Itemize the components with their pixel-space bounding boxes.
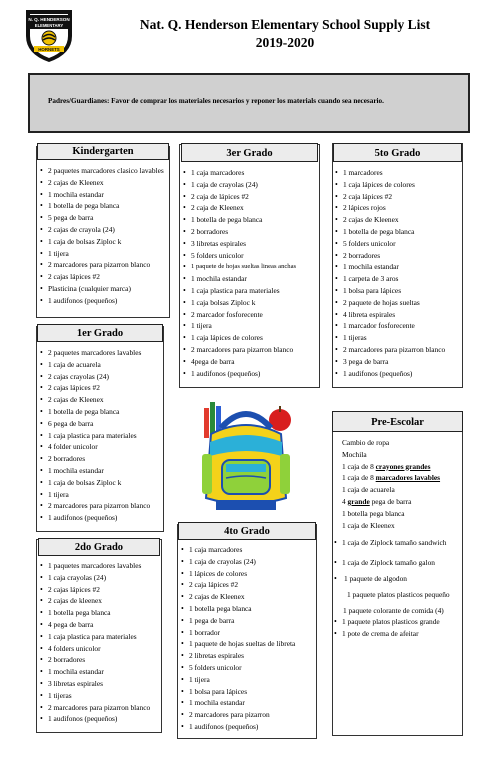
crayones-grandes: crayones grandes: [375, 461, 431, 471]
list-item: • 1 caja de bolsas Ziploc k: [39, 236, 164, 248]
list-item: 1 botella pega blanca: [342, 508, 405, 518]
list-item: • 2 borradores: [39, 453, 150, 465]
list-item: • 3 pega de barra: [334, 356, 445, 368]
list-item: • 1 caja lápices de colores: [334, 179, 445, 191]
list-item: • 1 mochila estandar: [39, 465, 150, 477]
list-item: • 1 mochila estandar: [39, 189, 164, 201]
list-item: • 1 botella pega blanca: [39, 607, 150, 619]
grade4-title: 4to Grado: [178, 522, 316, 540]
list-item: • 1 bolsa para lápices: [334, 285, 445, 297]
item-prefix: 1 caja de 8: [342, 461, 376, 471]
grade1-items: [39, 347, 150, 524]
list-item: • 1 mochila estandar: [182, 273, 296, 285]
list-item: • 1 lápices de colores: [180, 568, 295, 580]
kindergarten-title: Kindergarten: [37, 143, 169, 160]
list-item: • 2 marcadores para pizarron: [180, 709, 295, 721]
notice-text: Padres/Guardianes: Favor de comprar los materiales necesarios y reponer los materials cuando sea necesario.: [48, 97, 384, 105]
grande-label: grande: [347, 496, 370, 506]
list-item: • 2 marcador fosforecente: [182, 309, 296, 321]
list-item: • 4pega de barra: [182, 356, 296, 368]
list-item: • 1 marcadores: [334, 167, 445, 179]
list-item: • 1 tijera: [39, 248, 164, 260]
grade5-items: [334, 167, 445, 379]
list-item: • 2 cajas lápices #2: [39, 584, 150, 596]
list-item: • 2 borradores: [334, 250, 445, 262]
list-item: [333, 461, 450, 473]
list-item: • 1 caja crayolas (24): [39, 572, 150, 584]
list-item: • 5 folders unicolor: [180, 662, 295, 674]
list-item: • 2 cajas crayolas (24): [39, 371, 150, 383]
list-item: • 1 botella de pega blanca: [334, 226, 445, 238]
list-item: • 1 tijera: [39, 489, 150, 501]
list-item: • 1 caja de bolsas Ziploc k: [39, 477, 150, 489]
list-item: • 1 pega de barra: [180, 615, 295, 627]
list-item: • 2 marcadores para pizarron blanco: [39, 702, 150, 714]
logo-line-3: HORNETS: [38, 47, 60, 52]
preschool-items: [333, 437, 450, 640]
logo-line-2: ELEMENTARY: [34, 23, 64, 28]
list-item: • 2 cajas lápices #2: [39, 382, 150, 394]
list-item: • 1 tijera: [182, 320, 296, 332]
list-item: • 5 pega de barra: [39, 212, 164, 224]
list-item: • 1 botella de pega blanca: [39, 200, 164, 212]
list-item: • 1 caja de Ziplock tamaño galon: [333, 557, 450, 569]
title-line-1: Nat. Q. Henderson Elementary School Supply List: [139, 17, 431, 32]
list-item: • 1 pote de crema de afeitar: [333, 628, 450, 640]
list-item: • 1 caja de acuarela: [39, 359, 150, 371]
title-line-2: 2019-2020: [255, 35, 315, 50]
list-item: 1 caja de Kleenex: [342, 520, 395, 530]
list-item: • 1 tijeras: [39, 690, 150, 702]
list-item: Mochila: [342, 449, 367, 459]
list-item: • 1 botella pega blanca: [180, 603, 295, 615]
list-item: • 2 cajas de crayola (24): [39, 224, 164, 236]
list-item: • 2 lápices rojos: [334, 202, 445, 214]
grade3-items: [182, 167, 296, 379]
list-item: 1 caja de acuarela: [342, 485, 395, 495]
list-item: • 2 caja de Kleenex: [182, 202, 296, 214]
list-item: • 1 caja de Ziplock tamaño sandwich: [333, 537, 450, 549]
list-item: • 1 audifonos (pequeños): [39, 512, 150, 524]
page-title: [95, 16, 475, 52]
list-item: • 1 tijera: [180, 674, 295, 686]
list-item: Cambio de ropa: [342, 438, 390, 447]
list-item: • 2 cajas de Kleenex: [180, 591, 295, 603]
list-item: • 2 cajas lápices #2: [39, 271, 164, 283]
list-item: • 1 bolsa para lápices: [180, 686, 295, 698]
list-item: • 1 paquetes marcadores lavables: [39, 560, 150, 572]
item-prefix: 1 caja de 8: [342, 473, 376, 483]
list-item: • 4 libreta espirales: [334, 309, 445, 321]
list-item: • 1 audifonos (pequeños): [334, 368, 445, 380]
list-item: • 1 audifonos (pequeños): [182, 368, 296, 380]
list-item: • 1 paquete de hojas sueltas de libreta: [180, 638, 295, 650]
list-item: • 2 caja de lápices #2: [182, 191, 296, 203]
backpack-illustration: [196, 398, 296, 516]
list-item: • 1 mochila estandar: [39, 666, 150, 678]
list-item: • 5 folders unicolor: [182, 250, 296, 262]
kindergarten-items: [39, 165, 164, 307]
list-item: • 2 marcadores para pizarron blanco: [39, 500, 150, 512]
list-item: • 6 pega de barra: [39, 418, 150, 430]
list-item: • 1 caja marcadores: [180, 544, 295, 556]
list-item: • 2 caja lápices #2: [180, 579, 295, 591]
list-item: • 1 tijeras: [334, 332, 445, 344]
grade3-title: 3er Grado: [181, 143, 318, 162]
list-item: • 1 caja plastica para materiales: [39, 430, 150, 442]
list-item: • 5 folders unicolor: [334, 238, 445, 250]
list-item: • 1 caja lápices de colores: [182, 332, 296, 344]
list-item: • 4 pega de barra: [39, 619, 150, 631]
preschool-title: Pre-Escolar: [332, 411, 463, 432]
list-item: • 3 libretas espirales: [182, 238, 296, 250]
list-item: • 1 audifonos (pequeños): [180, 721, 295, 733]
list-item: • 2 cajas de Kleenex: [39, 394, 150, 406]
list-item: • 2 borradores: [182, 226, 296, 238]
list-item: • 2 paquete de hojas sueltas: [334, 297, 445, 309]
list-item: • 1 mochila estandar: [334, 261, 445, 273]
list-item: • 1 caja marcadores: [182, 167, 296, 179]
list-item: • 2 marcadores para pizarron blanco: [334, 344, 445, 356]
list-item: • 1 borrador: [180, 627, 295, 639]
list-item: • 1 caja plastica para materiales: [39, 631, 150, 643]
grade4-items: [180, 544, 295, 733]
list-item: • Plasticina (cualquier marca): [39, 283, 164, 295]
list-item: • 1 botella de pega blanca: [182, 214, 296, 226]
list-item: • 1 botella de pega blanca: [39, 406, 150, 418]
list-item: • 1 carpeta de 3 aros: [334, 273, 445, 285]
list-item: • 1 caja de crayolas (24): [182, 179, 296, 191]
list-item: [333, 496, 450, 508]
item-prefix: 4: [342, 496, 348, 506]
list-item: • 1 mochila estandar: [180, 697, 295, 709]
list-item: • 2 cajas de Kleenex: [39, 177, 164, 189]
list-item: • 1 paquete de hojas sueltas lineas anchas: [182, 261, 296, 273]
marcadores-lavables: marcadores lavables: [375, 473, 441, 483]
list-item: • 3 libretas espirales: [39, 678, 150, 690]
grade5-title: 5to Grado: [333, 143, 462, 162]
item-suffix: pega de barra: [369, 496, 412, 506]
school-logo: [22, 6, 76, 64]
list-item: [333, 472, 450, 484]
logo-line-1: N. Q. HENDERSON: [28, 17, 70, 22]
list-item: 1 paquete colorante de comida (4): [343, 605, 444, 615]
list-item: • 1 marcador fosforecente: [334, 320, 445, 332]
list-item: • 2 cajas de kleenex: [39, 595, 150, 607]
list-item: • 2 borradores: [39, 654, 150, 666]
list-item: • 1 caja de crayolas (24): [180, 556, 295, 568]
list-item: • 1 audifonos (pequeños): [39, 713, 150, 725]
list-item: • 2 marcadores para pizarron blanco: [39, 259, 164, 271]
list-item: 1 paquete platos plasticos pequeño: [347, 589, 450, 599]
list-item: • 2 paquetes marcadores lavables: [39, 347, 150, 359]
grade2-items: [39, 560, 150, 725]
grade2-title: 2do Grado: [38, 538, 160, 556]
list-item: • 2 caja lápices #2: [334, 191, 445, 203]
list-item: • 2 marcadores para pizarron blanco: [182, 344, 296, 356]
grade1-title: 1er Grado: [37, 324, 163, 342]
list-item: • 1 caja bolsas Ziploc k: [182, 297, 296, 309]
list-item: • 1 audifonos (pequeños): [39, 295, 164, 307]
parent-notice: [28, 73, 470, 133]
list-item: • 4 folder unicolor: [39, 441, 150, 453]
list-item: • 4 folders unicolor: [39, 643, 150, 655]
list-item: • 2 libretas espirales: [180, 650, 295, 662]
list-item: • 1 paquete platos plasticos grande: [333, 616, 450, 628]
list-item: • 2 paquetes marcadores clasico lavables: [39, 165, 164, 177]
list-item: • 1 caja plastica para materiales: [182, 285, 296, 297]
list-item: • 1 paquete de algodon: [333, 573, 450, 585]
list-item: • 2 cajas de Kleenex: [334, 214, 445, 226]
